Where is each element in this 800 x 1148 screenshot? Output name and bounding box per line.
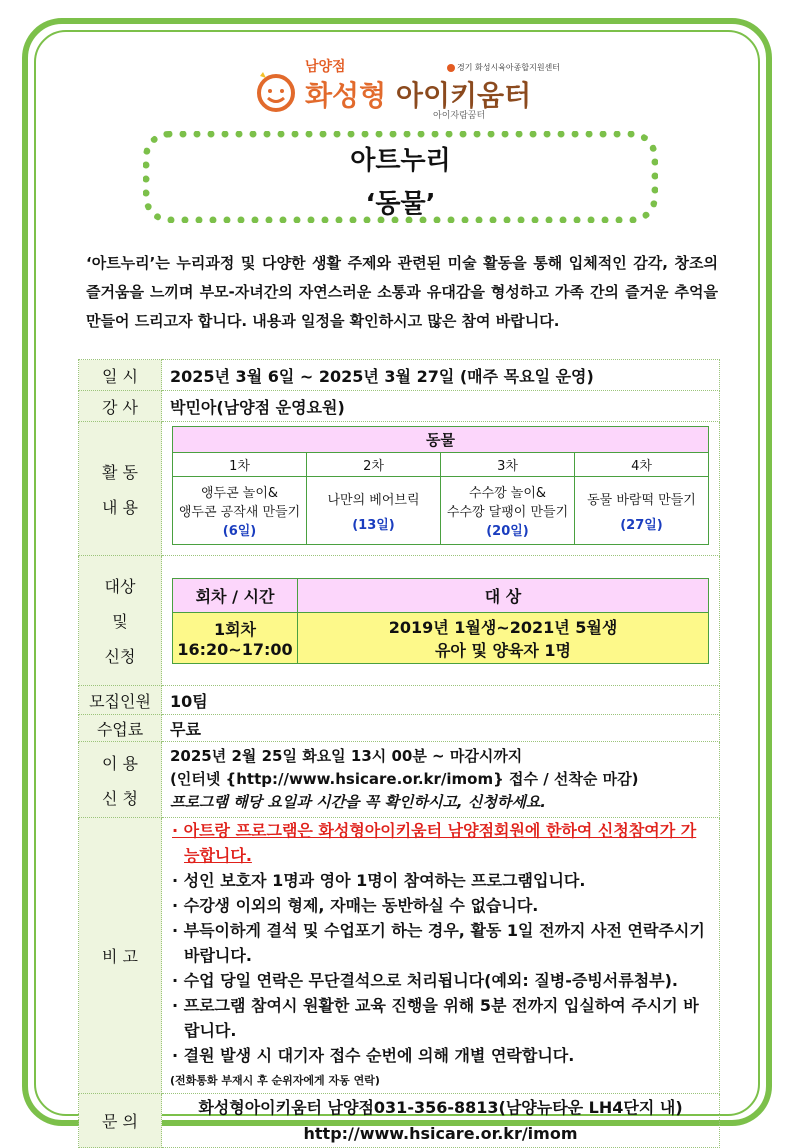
- row-capacity: [79, 686, 720, 715]
- target-table: [172, 578, 709, 664]
- page-title: 아트누리: [350, 146, 451, 176]
- logo-center: 경기 화성시육아종합지원센터: [447, 62, 560, 73]
- note-item: · 수업 당일 연락은 무단결석으로 처리됩니다(예외: 질병-증빙서류첨부).: [172, 971, 679, 990]
- session-no: 4차: [575, 453, 709, 477]
- apply-period: 2025년 2월 25일 화요일 13시 00분 ~ 마감시까지: [170, 747, 523, 765]
- row-contact: [79, 1094, 720, 1148]
- target-col1-header: 회차 / 시간: [173, 578, 298, 612]
- row-fee: [79, 715, 720, 742]
- target-session: 1회차 16:20~17:00: [173, 612, 298, 663]
- row-activity: [79, 422, 720, 556]
- apply-notice: 프로그램 해당 요일과 시간을 꼭 확인하시고, 신청하세요.: [170, 793, 547, 811]
- value-schedule: 2025년 3월 6일 ~ 2025년 3월 27일 (매주 목요일 운영): [162, 360, 720, 391]
- label-instructor: 강 사: [79, 391, 162, 422]
- notes-list: · 아트랑 프로그램은 화성형아이키움터 남양점회원에 한하여 신청참여가 가능합니다. · 성인 보호자 1명과 영아 1명이 참여하는 프로그램입니다. · 수강생 이외의 형제, 자매는 동반하실 수 없습니다. · 부득이하게 결석 및 수업포기 하는 경우, 활동 1일 전까지 사전 연락주시기 바랍니다. · 수업 당일 연락은 무단결석으로 처리됩니다(예외: 질병-증빙서류첨부). · 프로그램 참여시 원활한 교육 진행을 위해 5분 전까지 입실하여 주시기 바랍니다. · 결원 발생 시 대기자 접수 순번에 의해 개별 연락합니다. (전화통화 부재시 후 순위자에게 자동 연락): [162, 818, 720, 1094]
- logo-branch: 남양점: [305, 59, 346, 75]
- apply-method: (인터넷 {http://www.hsicare.or.kr/imom} 접수 / 선착순 마감): [170, 770, 639, 788]
- note-item: · 결원 발생 시 대기자 접수 순번에 의해 개별 연락합니다.: [172, 1046, 575, 1065]
- value-instructor: 박민아(남양점 운영요원): [162, 391, 720, 422]
- row-apply: [79, 742, 720, 818]
- note-item: · 수강생 이외의 형제, 자매는 동반하실 수 없습니다.: [172, 896, 539, 915]
- child-face-icon: [255, 70, 297, 112]
- note-item: · 성인 보호자 1명과 영아 1명이 참여하는 프로그램입니다.: [172, 871, 586, 890]
- target-col2-header: 대 상: [298, 578, 709, 612]
- intro-text: ‘아트누리’는 누리과정 및 다양한 생활 주제와 관련된 미술 활동을 통해 입체적인 감각, 창조의 즐거움을 느끼며 부모-자녀간의 자연스러운 소통과 유대감을 형성하고 가족 간의 즐거운 추억을 만들어 드리고자 합니다. 내용과 일정을 확인하시고 많은 참여 바랍니다.: [86, 254, 718, 330]
- note-item: · 부득이하게 결석 및 수업포기 하는 경우, 활동 1일 전까지 사전 연락주시기 바랍니다.: [172, 921, 705, 965]
- session-cell: 앵두콘 놀이& 앵두콘 공작새 만들기 (6일): [173, 477, 307, 545]
- label-apply: 이 용 신 청: [79, 742, 162, 818]
- label-schedule: 일 시: [79, 360, 162, 391]
- session-no: 1차: [173, 453, 307, 477]
- logo-subtitle: 아이자람꿈터: [433, 111, 486, 121]
- session-cell: 수수깡 놀이& 수수깡 달팽이 만들기 (20일): [441, 477, 575, 545]
- label-activity: 활 동 내 용: [79, 422, 162, 556]
- label-capacity: 모집인원: [79, 686, 162, 715]
- row-notes: [79, 818, 720, 1094]
- value-fee: 무료: [162, 715, 720, 742]
- activity-header: 동물: [173, 427, 709, 453]
- activity-table: [172, 426, 709, 545]
- session-no: 3차: [441, 453, 575, 477]
- page-subtitle: ‘동물’: [365, 189, 436, 219]
- row-instructor: [79, 391, 720, 422]
- info-table: [78, 359, 720, 1148]
- contact-phone: 화성형아이키움터 남양점031-356-8813(남양뉴타운 LH4단지 내): [198, 1097, 683, 1117]
- note-item: · 프로그램 참여시 원활한 교육 진행을 위해 5분 전까지 입실하여 주시기 바랍니다.: [172, 996, 699, 1040]
- label-target: 대상 및 신청: [79, 556, 162, 686]
- label-fee: 수업료: [79, 715, 162, 742]
- value-capacity: 10팀: [162, 686, 720, 715]
- label-notes: 비 고: [79, 818, 162, 1094]
- label-contact: 문 의: [79, 1094, 162, 1148]
- session-no: 2차: [307, 453, 441, 477]
- note-small: (전화통화 부재시 후 순위자에게 자동 연락): [170, 1074, 380, 1087]
- row-target: [79, 556, 720, 686]
- logo-name: 화성형 아이키움터: [305, 79, 532, 112]
- session-cell: 동물 바람떡 만들기 (27일): [575, 477, 709, 545]
- logo: [255, 56, 561, 121]
- center-logo-icon: [447, 64, 455, 72]
- session-cell: 나만의 베어브릭 (13일): [307, 477, 441, 545]
- target-who: 2019년 1월생~2021년 5월생 유아 및 양육자 1명: [298, 612, 709, 663]
- contact-url[interactable]: http://www.hsicare.or.kr/imom: [303, 1123, 578, 1143]
- row-schedule: [79, 360, 720, 391]
